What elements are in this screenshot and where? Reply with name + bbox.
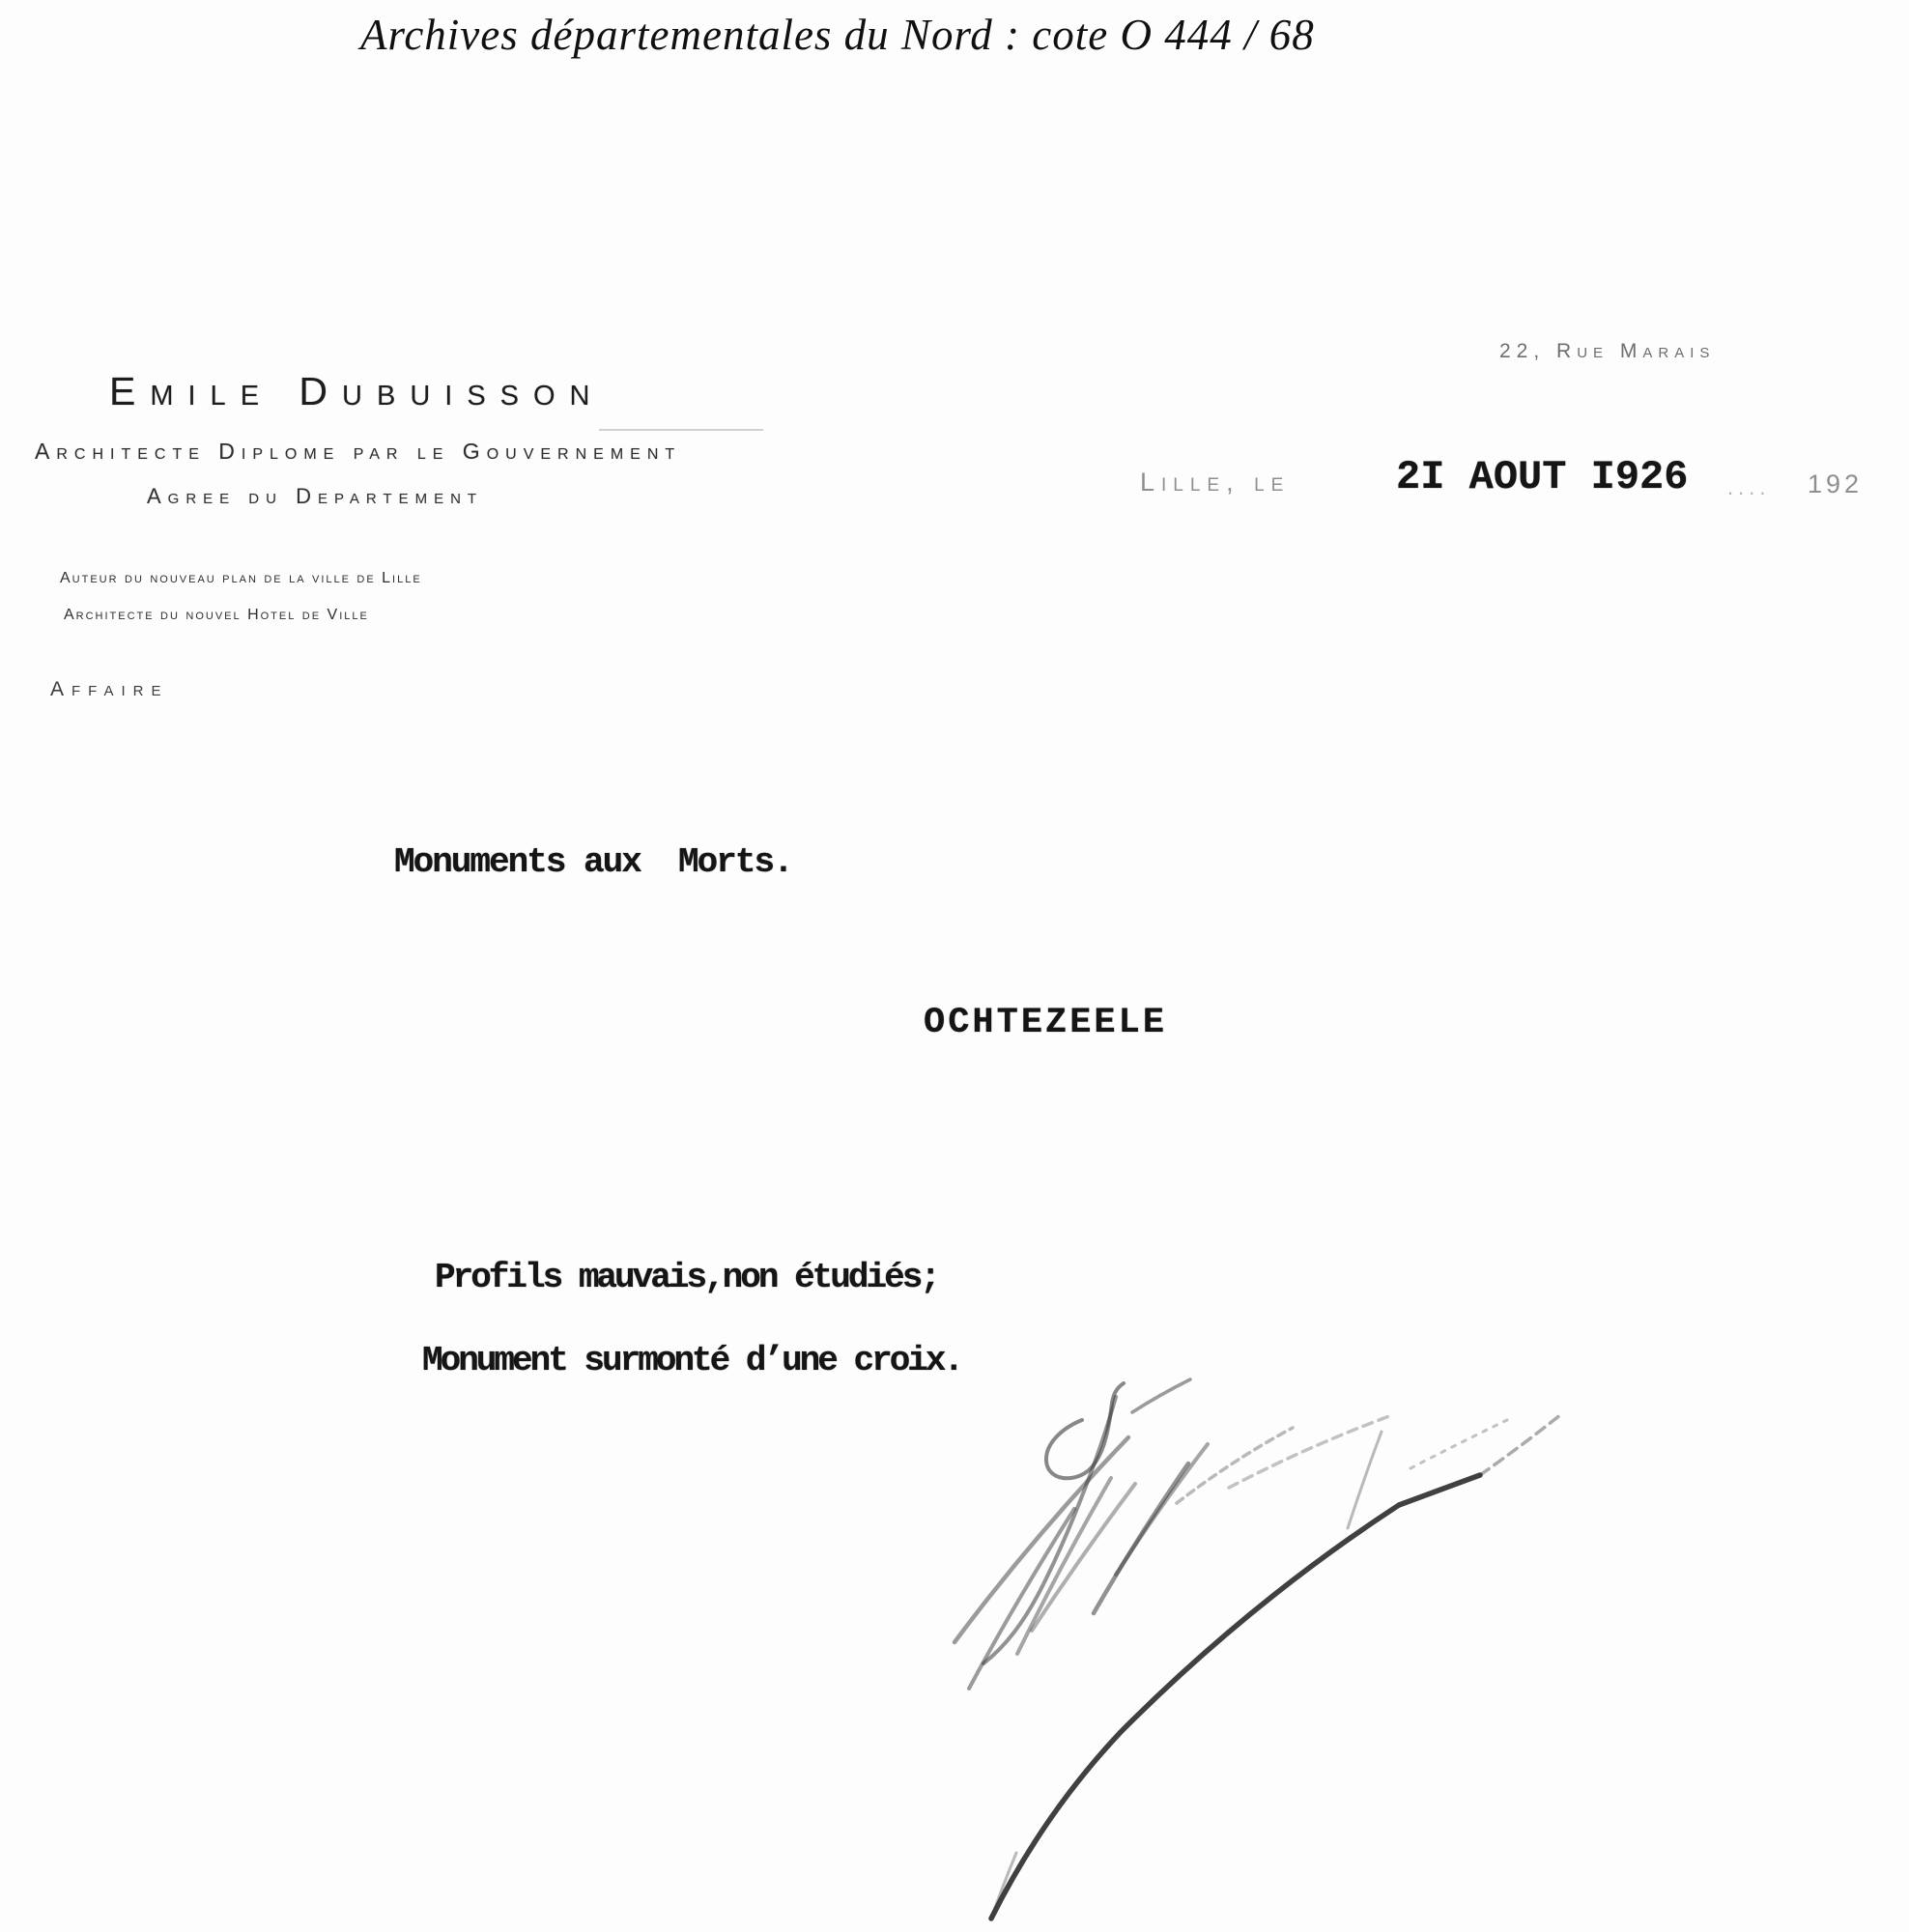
letterhead-subtitle-2: Agree du Departement	[147, 484, 484, 508]
letterhead-name: Emile Dubuisson	[109, 369, 605, 413]
typed-date: 2I AOUT I926	[1396, 454, 1689, 500]
body-line-2: Monument surmonté d’une croix.	[422, 1341, 962, 1380]
letterhead-credit-1: Auteur du nouveau plan de la ville de Lille	[60, 570, 422, 586]
commune-name: OCHTEZEELE	[924, 1003, 1168, 1043]
letterhead-rule	[599, 429, 763, 431]
body-line-1: Profils mauvais,non étudiés;	[435, 1258, 938, 1297]
city-label: Lille, le	[1140, 468, 1291, 497]
subject-line: Monuments aux Morts.	[394, 842, 792, 882]
year-placeholder: 192	[1808, 469, 1864, 498]
dotted-leader: ....	[1727, 475, 1771, 499]
affaire-label: Affaire	[50, 678, 169, 700]
archive-reference-header: Archives départementales du Nord : cote O 444 / 68	[360, 11, 1315, 59]
letterhead-credit-2: Architecte du nouvel Hotel de Ville	[64, 607, 369, 623]
letterhead-subtitle-1: Architecte Diplome par le Gouvernement	[35, 439, 682, 464]
address-line: 22, Rue Marais	[1499, 340, 1716, 362]
